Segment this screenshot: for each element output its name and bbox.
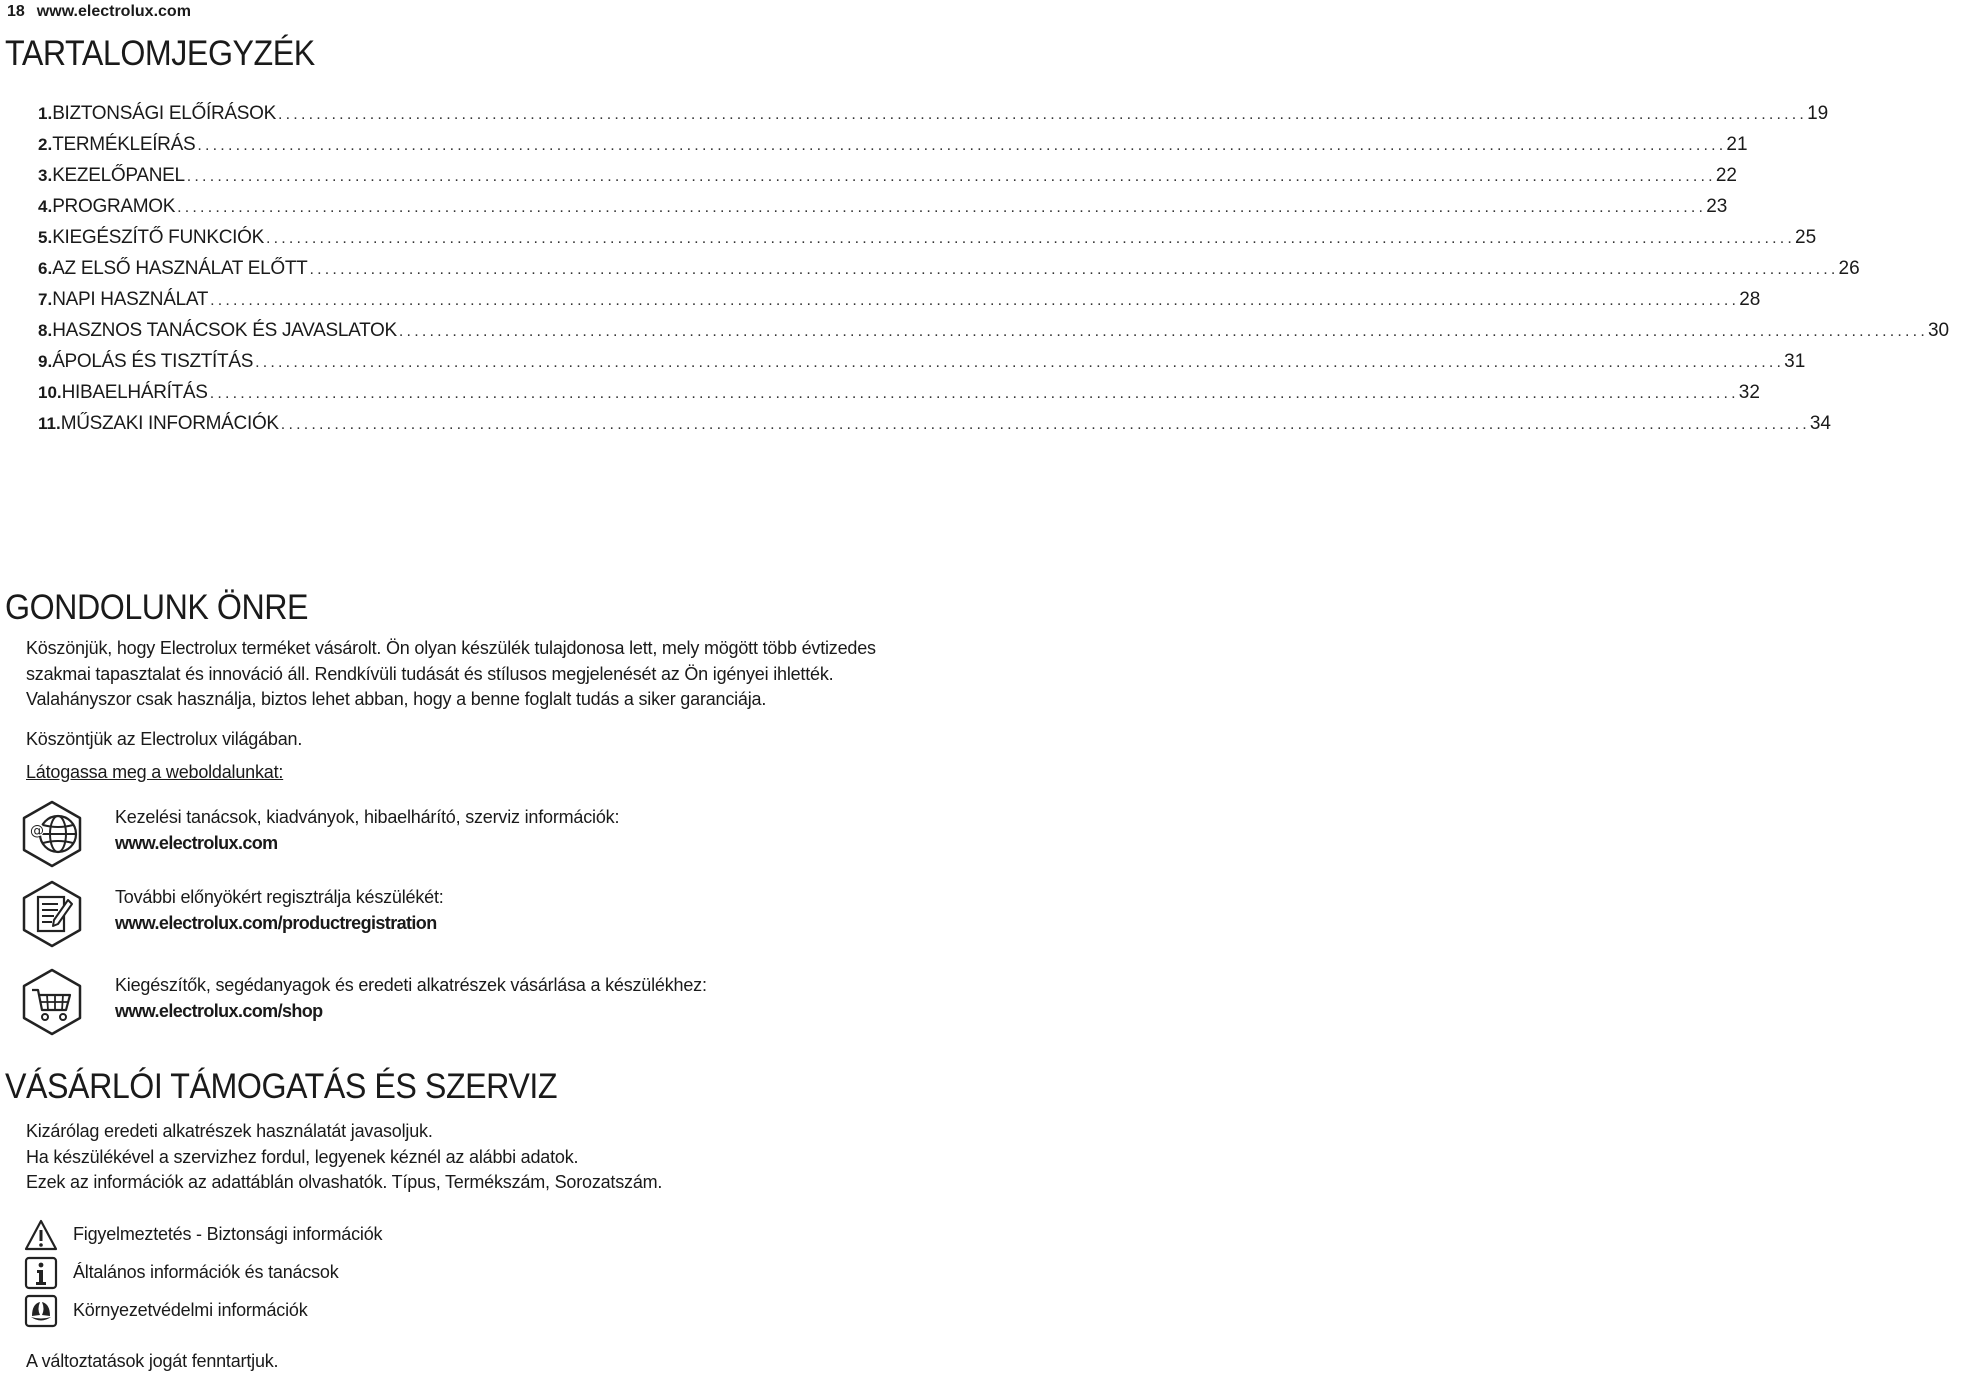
welcome-body-line: szakmai tapasztalat és innováció áll. Rendkívüli tudását és stílusos megjelenését az Ön igényei ihlették. <box>26 663 834 684</box>
toc-entry-title: TERMÉKLEÍRÁS <box>52 134 196 155</box>
toc-entry-page: 34 <box>1809 413 1831 434</box>
toc-entry-page: 26 <box>1838 258 1860 279</box>
toc-entry-number: 2. <box>38 135 53 154</box>
toc-entry-number: 7. <box>38 290 53 309</box>
welcome-body-line: Valahányszor csak használja, biztos lehet abban, hogy a benne foglalt tudás a siker garanciája. <box>26 689 767 709</box>
toc-leader-dots: ........................................................................................................................................................................................................ <box>398 323 1928 340</box>
toc-leader-dots: ........................................................................................................................................................................................................ <box>186 168 1716 185</box>
toc-entry-title: HASZNOS TANÁCSOK ÉS JAVASLATOK <box>52 320 397 341</box>
site-url[interactable]: www.electrolux.com <box>36 3 191 20</box>
toc-entry[interactable] <box>38 160 1737 191</box>
link-block-support <box>18 800 938 880</box>
toc-entry-number: 4. <box>38 197 53 216</box>
support-title: VÁSÁRLÓI TÁMOGATÁS ÉS SZERVIZ <box>5 1067 558 1106</box>
toc-entry-number: 10. <box>38 383 62 402</box>
link-description: Kiegészítők, segédanyagok és eredeti alkatrészek vásárlása a készülékhez: <box>115 975 707 995</box>
toc-entry[interactable] <box>38 284 1761 315</box>
link-block-registration <box>18 880 938 960</box>
toc-entry[interactable] <box>38 98 1829 129</box>
support-body-line: Ha készülékével a szervizhez fordul, legyenek kéznél az alábbi adatok. <box>26 1146 579 1167</box>
legend-label: Általános információk és tanácsok <box>73 1262 339 1282</box>
page-header <box>0 0 191 24</box>
toc-entry-number: 9. <box>38 352 53 371</box>
toc-entry-page: 30 <box>1927 320 1950 341</box>
toc-entry-number: 6. <box>38 259 53 278</box>
toc-entry-page: 25 <box>1795 227 1817 248</box>
toc-entry[interactable] <box>38 408 1831 439</box>
visit-website-label: Látogassa meg a weboldalunkat: <box>26 762 284 782</box>
legend-environment <box>24 1294 624 1328</box>
environment-leaf-icon <box>24 1294 58 1328</box>
toc-entry-title: KIEGÉSZÍTŐ FUNKCIÓK <box>52 227 264 248</box>
toc-leader-dots: ........................................................................................................................................................................................................ <box>280 416 1810 433</box>
toc-entry-title: NAPI HASZNÁLAT <box>52 289 209 310</box>
support-body-line: Kizárólag eredeti alkatrészek használatát javasoljuk. <box>26 1121 433 1141</box>
toc-entry-number: 1. <box>38 104 53 123</box>
registration-pencil-icon <box>18 880 86 948</box>
toc-entry[interactable] <box>38 253 1860 284</box>
globe-at-icon <box>18 800 86 868</box>
toc-entry-number: 5. <box>38 228 53 247</box>
toc-leader-dots: ........................................................................................................................................................................................................ <box>209 385 1739 402</box>
link-description: További előnyökért regisztrálja készülékét: <box>115 887 444 907</box>
toc-leader-dots: ........................................................................................................................................................................................................ <box>210 292 1740 309</box>
toc-entry-title: PROGRAMOK <box>52 196 176 217</box>
page-number: 18 <box>7 3 25 20</box>
welcome-body-line: Köszönjük, hogy Electrolux terméket vásárolt. Ön olyan készülék tulajdonosa lett, mely mögött több évtizedes <box>26 638 876 658</box>
toc-entry-number: 8. <box>38 321 53 340</box>
toc-entry[interactable] <box>38 191 1728 222</box>
svg-text:@: @ <box>30 823 44 839</box>
footer-note: A változtatások jogát fenntartjuk. <box>26 1351 279 1371</box>
toc-entry-page: 21 <box>1726 134 1748 155</box>
toc-leader-dots: ........................................................................................................................................................................................................ <box>309 261 1839 278</box>
toc-entry-title: AZ ELSŐ HASZNÁLAT ELŐTT <box>52 258 308 279</box>
toc-entry[interactable] <box>38 346 1806 377</box>
registration-link[interactable]: www.electrolux.com/productregistration <box>115 913 437 933</box>
info-icon <box>24 1256 58 1290</box>
legend-label: Környezetvédelmi információk <box>73 1300 308 1320</box>
toc-entry-title: MŰSZAKI INFORMÁCIÓK <box>60 413 279 434</box>
support-body-line: Ezek az információk az adattáblán olvashatók. Típus, Termékszám, Sorozatszám. <box>26 1172 663 1192</box>
toc-entry-title: BIZTONSÁGI ELŐÍRÁSOK <box>52 103 277 124</box>
shop-link[interactable]: www.electrolux.com/shop <box>115 1001 323 1021</box>
toc-leader-dots: ........................................................................................................................................................................................................ <box>177 199 1707 216</box>
toc-entry-title: HIBAELHÁRÍTÁS <box>61 382 208 403</box>
toc-entry-page: 23 <box>1706 196 1728 217</box>
toc-entry-number: 3. <box>38 166 53 185</box>
toc-entry-page: 31 <box>1784 351 1806 372</box>
toc-leader-dots: ........................................................................................................................................................................................................ <box>278 106 1808 123</box>
toc-leader-dots: ........................................................................................................................................................................................................ <box>197 137 1727 154</box>
toc-entry[interactable] <box>38 129 1748 160</box>
toc-entry[interactable] <box>38 377 1760 408</box>
toc-entry-page: 28 <box>1739 289 1761 310</box>
welcome-title: GONDOLUNK ÖNRE <box>5 588 309 627</box>
toc-leader-dots: ........................................................................................................................................................................................................ <box>255 354 1785 371</box>
toc-entry[interactable] <box>38 222 1817 253</box>
legend-warning <box>24 1218 624 1252</box>
link-description: Kezelési tanácsok, kiadványok, hibaelhárító, szerviz információk: <box>115 807 620 827</box>
toc-entry-page: 32 <box>1738 382 1760 403</box>
support-link[interactable]: www.electrolux.com <box>115 833 278 853</box>
toc-entry-title: KEZELŐPANEL <box>52 165 185 186</box>
legend-label: Figyelmeztetés - Biztonsági információk <box>73 1224 383 1244</box>
toc-entry-page: 19 <box>1807 103 1829 124</box>
legend-info <box>24 1256 624 1290</box>
toc-title: TARTALOMJEGYZÉK <box>5 34 315 73</box>
toc-entry-title: ÁPOLÁS ÉS TISZTÍTÁS <box>52 351 254 372</box>
toc-entry[interactable] <box>38 315 1950 346</box>
welcome-body <box>26 636 956 713</box>
welcome-greeting: Köszöntjük az Electrolux világában. <box>26 729 303 749</box>
shopping-cart-icon <box>18 968 86 1036</box>
support-body <box>26 1119 662 1196</box>
toc-leader-dots: ........................................................................................................................................................................................................ <box>265 230 1796 247</box>
warning-triangle-icon <box>24 1218 58 1252</box>
toc-entry-number: 11. <box>38 414 61 433</box>
toc-entry-page: 22 <box>1715 165 1737 186</box>
table-of-contents <box>38 98 1950 439</box>
link-block-shop <box>18 968 938 1048</box>
